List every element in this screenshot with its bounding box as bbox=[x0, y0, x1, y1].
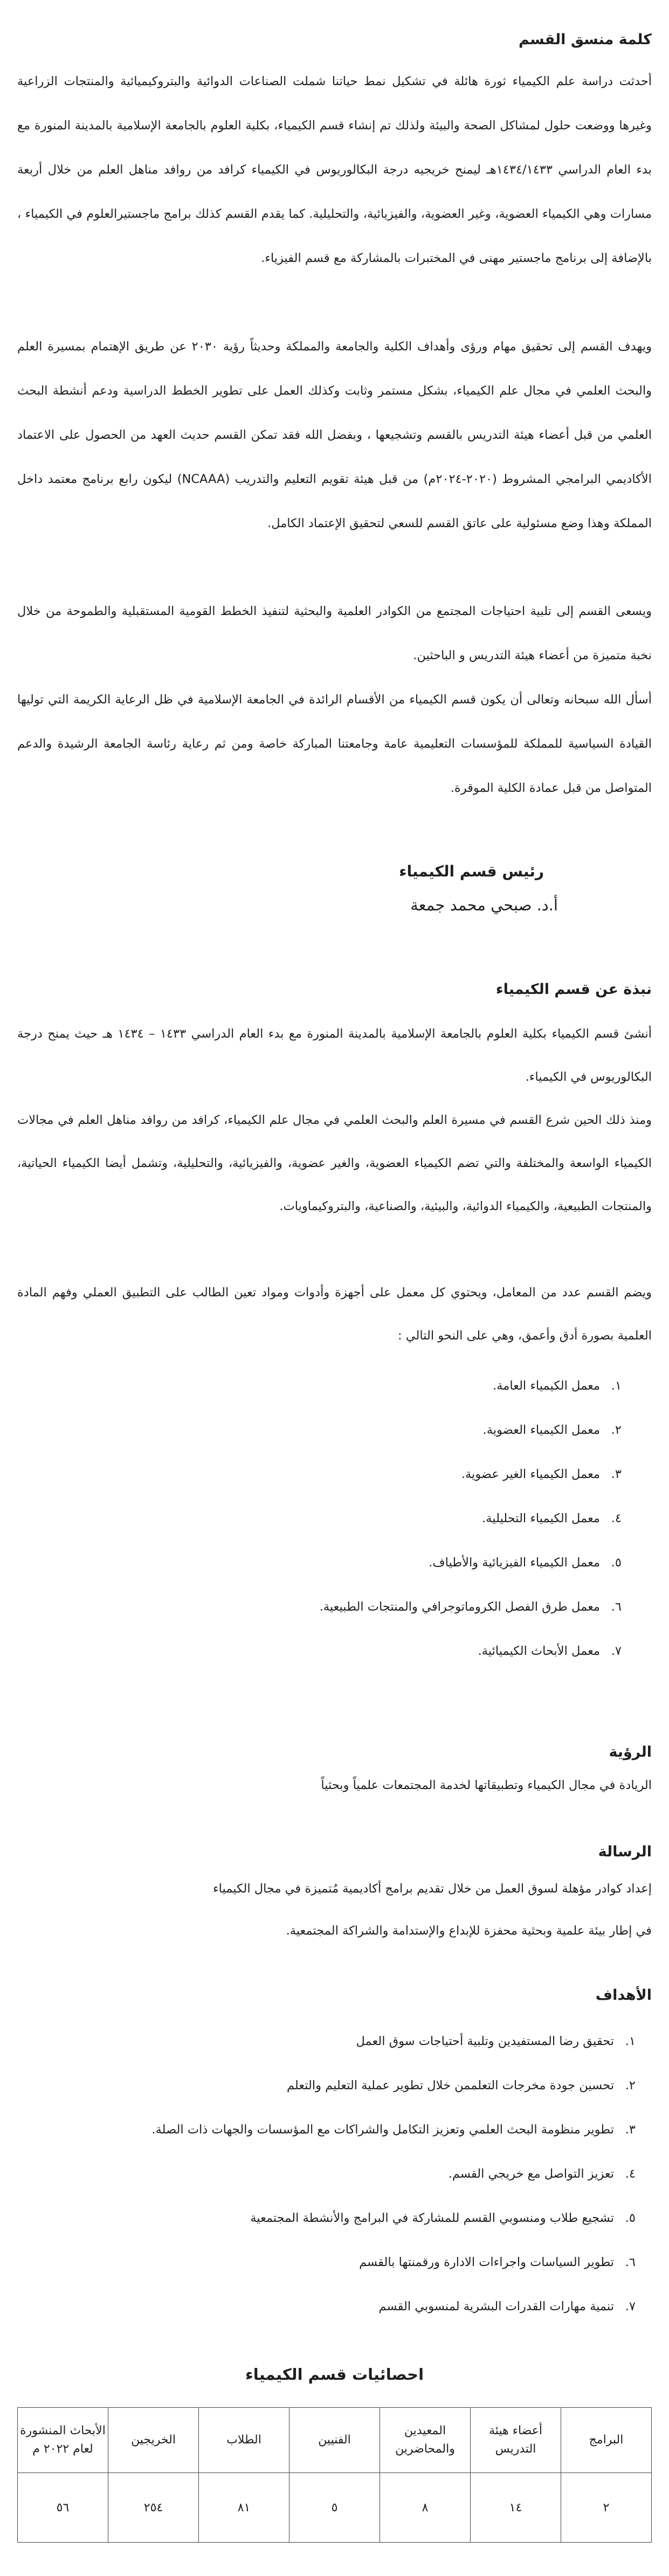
stats-header-cell: أعضاء هيئة التدريس bbox=[471, 2408, 561, 2473]
lab-item-number: ٧. bbox=[611, 1644, 622, 1658]
coordinator-paragraph-4: أسأل الله سبحانه وتعالى أن يكون قسم الكيمياء من الأقسام الرائدة في الجامعة الإسلامية في ظل الرعاية الكريمة التي توليها القيادة السياسية للمملكة للمؤسسات التعليمية عامة وجامعتنا المباركة خاصة ومن ثم رعاية رئاسة الجامعة الرشيدة والدعم المتواصل من قبل عمادة الكلية الموقرة. bbox=[17, 693, 652, 795]
lab-item-text: معمل طرق الفصل الكروماتوجرافي والمنتجات الطبيعية. bbox=[319, 1600, 600, 1614]
stats-value-cell: ٥٦ bbox=[18, 2473, 108, 2543]
stats-header-cell: المعيدين والمحاضرين bbox=[380, 2408, 471, 2473]
vision-title: الرؤية bbox=[609, 1744, 652, 1760]
goal-item-number: ٦. bbox=[625, 2255, 636, 2269]
goal-item-number: ٢. bbox=[625, 2078, 636, 2092]
goal-item bbox=[17, 2284, 636, 2329]
lab-item bbox=[17, 1629, 622, 1673]
stats-value-cell: ٥ bbox=[289, 2473, 380, 2543]
lab-item bbox=[17, 1364, 622, 1408]
goal-item-text: تطوير السياسات واجراءات الادارة ورقمنتها بالقسم bbox=[359, 2255, 614, 2269]
coordinator-paragraph-2: ويهدف القسم إلى تحقيق مهام ورؤى وأهداف الكلية والجامعة والمملكة وحديثاً رؤية ٢٠٣٠ عن طريق الإهتمام بمسيرة العلم والبحث العلمي في مجال علم الكيمياء، بشكل مستمر وثابت وكذلك العمل على تطوير الخطط الدراسية ودعم أنشطة البحث العلمي من قبل أعضاء هيئة التدريس بالقسم وتشجيعها ، وبفضل الله فقد تمكن القسم حديث العهد من الحصول على الاعتماد الأكاديمي البرامجي المشروط (٢٠٢٠-٢٠٢٤م) من قبل هيئة تقويم التعليم والتدريب (NCAAA) ليكون رابع برنامج معتمد داخل المملكة وهذا وضع مسئولية على عاتق القسم للسعي لتحقيق الإعتماد الكامل. bbox=[17, 340, 652, 530]
stats-header-cell: الطلاب bbox=[199, 2408, 289, 2473]
coordinator-paragraph-3: ويسعى القسم إلى تلبية احتياجات المجتمع من الكوادر العلمية والبحثية لتنفيذ الخطط القومية المستقبلية والطموحة من خلال نخبة متميزة من أعضاء هيئة التدريس و الباحثين. bbox=[17, 604, 652, 662]
mission-line-2: في إطار بيئة علمية وبحثية محفزة للإبداع والإستدامة والشراكة المجتمعية. bbox=[286, 1924, 652, 1938]
coordinator-word-title: كلمة منسق القسم bbox=[518, 31, 652, 48]
goal-item-text: تنمية مهارات القدرات البشرية لمنسوبي القسم bbox=[378, 2299, 614, 2313]
stats-header-cell: الخريجين bbox=[108, 2408, 199, 2473]
about-paragraph-1: أنشئ قسم الكيمياء بكلية العلوم بالجامعة الإسلامية بالمدينة المنورة مع بدء العام الدراسي ١٤٣٣ – ١٤٣٤ هـ حيث يمنح درجة البكالوريوس في الكيمياء. bbox=[17, 1027, 652, 1084]
lab-item-number: ٢. bbox=[611, 1423, 622, 1437]
lab-item bbox=[17, 1496, 622, 1541]
stats-value-cell: ٢٥٤ bbox=[108, 2473, 199, 2543]
goal-item-number: ٤. bbox=[625, 2167, 636, 2181]
lab-item-text: معمل الكيمياء التحليلية. bbox=[482, 1511, 600, 1525]
stats-value-cell: ١٤ bbox=[471, 2473, 561, 2543]
lab-item-number: ١. bbox=[611, 1379, 622, 1393]
about-paragraph-3: ويضم القسم عدد من المعامل، ويحتوي كل معمل على أجهزة وأدوات ومواد تعين الطالب على التطبيق العملي وفهم المادة العلمية بصورة أدق وأعمق، وهي على النحو التالي : bbox=[17, 1286, 652, 1343]
goal-item bbox=[17, 2019, 636, 2063]
goal-item bbox=[17, 2063, 636, 2108]
lab-item-number: ٥. bbox=[611, 1556, 622, 1570]
lab-item-number: ٤. bbox=[611, 1511, 622, 1525]
lab-item-text: معمل الكيمياء الغير عضوية. bbox=[461, 1467, 600, 1481]
lab-item-number: ٦. bbox=[611, 1600, 622, 1614]
goals-title: الأهداف bbox=[595, 1987, 652, 2004]
vision-text: الريادة في مجال الكيمياء وتطبيقاتها لخدمة المجتمعات علمياً وبحثياً bbox=[321, 1778, 652, 1792]
lab-item-number: ٣. bbox=[611, 1467, 622, 1481]
lab-item bbox=[17, 1541, 622, 1585]
stats-table-wrapper bbox=[17, 2407, 652, 2543]
about-paragraph-2: ومنذ ذلك الحين شرع القسم في مسيرة العلم والبحث العلمي في مجال علم الكيمياء، كرافد من روافد مناهل العلم في مجالات الكيمياء الواسعة والمختلفة والتي تضم الكيمياء العضوية، والغير عضوية، والفيزيائية، والتحليلية، وتشمل أيضا الكيمياء الحياتية، والمنتجات الطبيعية، والكيمياء الدوائية، والبيئية، والصناعية، والبتروكيماويات. bbox=[17, 1113, 652, 1213]
lab-item-text: معمل الكيمياء الفيزيائية والأطياف. bbox=[429, 1556, 600, 1570]
goal-item-text: تحقيق رضا المستفيدين وتلبية أحتياجات سوق العمل bbox=[356, 2034, 614, 2048]
goal-item-text: تحسين جودة مخرجات التعلممن خلال تطوير عملية التعليم والتعلم bbox=[286, 2078, 614, 2092]
signature-name: أ.د. صبحي محمد جمعة bbox=[410, 896, 558, 914]
goals-list bbox=[17, 2019, 636, 2329]
about-title: نبذة عن قسم الكيمياء bbox=[495, 981, 652, 998]
goal-item bbox=[17, 2108, 636, 2152]
lab-item-text: معمل الأبحاث الكيميائية. bbox=[478, 1644, 600, 1658]
goal-item bbox=[17, 2240, 636, 2284]
goal-item-number: ٧. bbox=[625, 2299, 636, 2313]
goal-item-number: ٣. bbox=[625, 2123, 636, 2137]
stats-value-row bbox=[18, 2473, 652, 2543]
stats-table bbox=[17, 2407, 652, 2543]
labs-list bbox=[17, 1364, 622, 1673]
lab-item-text: معمل الكيمياء العضوية. bbox=[482, 1423, 600, 1437]
stats-value-cell: ٢ bbox=[561, 2473, 652, 2543]
lab-item bbox=[17, 1408, 622, 1452]
mission-title: الرسالة bbox=[598, 1843, 652, 1860]
stats-value-cell: ٨١ bbox=[199, 2473, 289, 2543]
stats-title: احصائيات قسم الكيمياء bbox=[245, 2365, 424, 2384]
goal-item bbox=[17, 2196, 636, 2240]
stats-header-row bbox=[18, 2408, 652, 2473]
goal-item bbox=[17, 2152, 636, 2196]
goal-item-text: تعزيز التواصل مع خريجي القسم. bbox=[448, 2167, 614, 2181]
goal-item-text: تشجيع طلاب ومنسوبي القسم للمشاركة في البرامج والأنشطة المجتمعية bbox=[250, 2211, 614, 2225]
lab-item-text: معمل الكيمياء العامة. bbox=[493, 1379, 600, 1393]
goal-item-number: ٥. bbox=[625, 2211, 636, 2225]
goal-item-text: تطوير منظومة البحث العلمي وتعزيز التكامل والشراكات مع المؤسسات والجهات ذات الصلة. bbox=[151, 2123, 614, 2137]
signature-title: رئيس قسم الكيمياء bbox=[399, 862, 544, 880]
stats-header-cell: البرامج bbox=[561, 2408, 652, 2473]
goal-item-number: ١. bbox=[625, 2034, 636, 2048]
lab-item bbox=[17, 1585, 622, 1629]
stats-value-cell: ٨ bbox=[380, 2473, 471, 2543]
lab-item bbox=[17, 1452, 622, 1496]
mission-line-1: إعداد كوادر مؤهلة لسوق العمل من خلال تقديم برامج أكاديمية مُتميزة في مجال الكيمياء bbox=[213, 1882, 652, 1896]
stats-header-cell: الأبحاث المنشورة لعام ٢٠٢٢ م bbox=[18, 2408, 108, 2473]
coordinator-paragraph-1: أحدثت دراسة علم الكيمياء ثورة هائلة في تشكيل نمط حياتنا شملت الصناعات الدوائية والبتروكيميائية والمنتجات الزراعية وغيرها ووضعت حلول لمشاكل الصحة والبيئة ولذلك تم إنشاء قسم الكيمياء، بكلية العلوم بالجامعة الإسلامية بالمدينة المنورة مع بدء العام الدراسي ١٤٣٤/١٤٣٣هـ ليمنح خريجيه درجة البكالوريوس في الكيمياء كرافد من روافد مناهل العلم من خلال أربعة مسارات وهي الكيمياء العضوية، وغير العضوية، والفيزيائية، والتحليلية. كما يقدم القسم كذلك برامج ماجستيرالعلوم في الكيمياء ، بالإضافة إلى برنامج ماجستير مهنى في المختبرات بالمشاركة مع قسم الفيزياء. bbox=[17, 74, 652, 265]
stats-header-cell: الفنيين bbox=[289, 2408, 380, 2473]
